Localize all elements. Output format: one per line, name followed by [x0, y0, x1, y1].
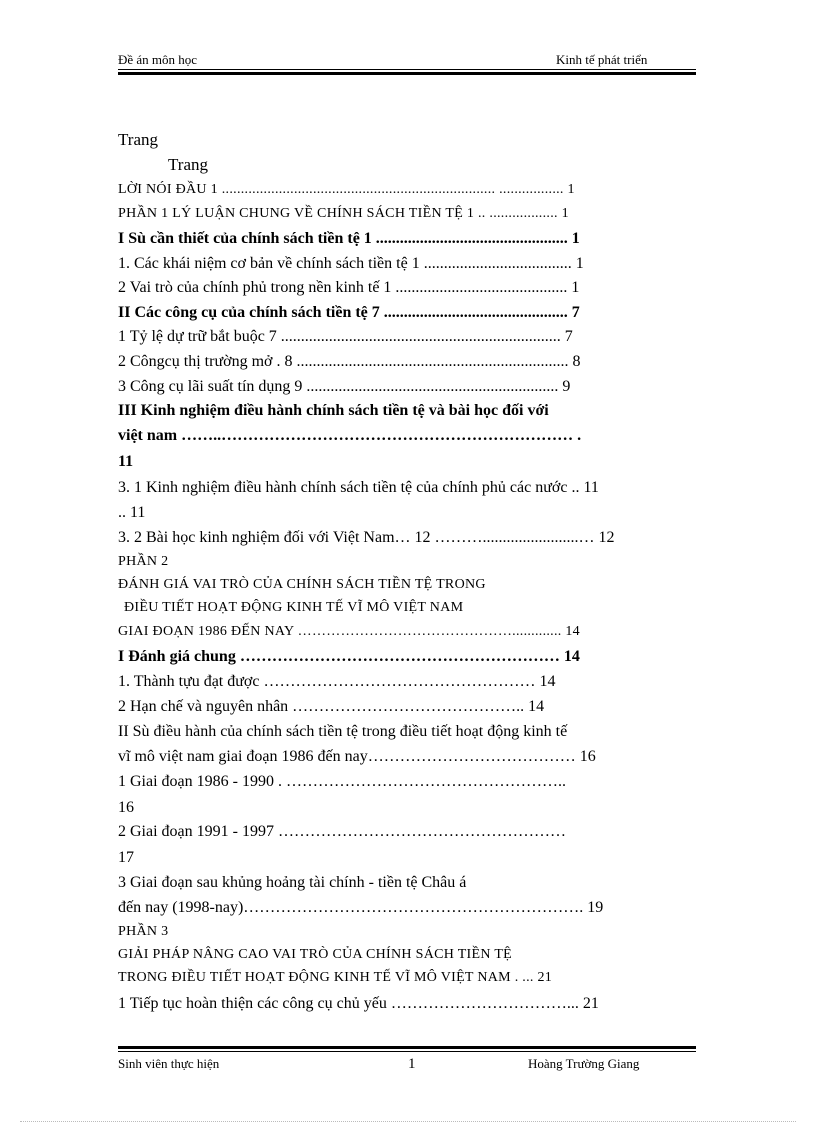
toc-entry: 2 Vai trò của chính phủ trong nền kinh tế 1 ........................................... 1 — [118, 279, 580, 296]
toc-entry: 2 Hạn chế và nguyên nhân …………………………………….. 14 — [118, 698, 545, 715]
toc-entry: 17 — [118, 849, 134, 866]
toc-entry: ĐÁNH GIÁ VAI TRÒ CỦA CHÍNH SÁCH TIỀN TỆ TRONG — [118, 577, 486, 592]
toc-heading-secondary: Trang — [168, 155, 208, 174]
footer-left: Sinh viên thực hiện — [118, 1056, 220, 1071]
toc-entry: vĩ mô việt nam giai đoạn 1986 đến nay………………………………… 16 — [118, 748, 596, 765]
toc-entry: 1 Tỷ lệ dự trữ bắt buộc 7 ...................................................................... 7 — [118, 328, 573, 345]
toc-entry: 3 Công cụ lãi suất tín dụng 9 ............................................................... 9 — [118, 378, 571, 395]
toc-entry: việt nam ……..………………………………………………………… . — [118, 427, 582, 444]
toc-entry: 3 Giai đoạn sau khủng hoảng tài chính - tiền tệ Châu á — [118, 874, 467, 891]
toc-entry: TRONG ĐIỀU TIẾT HOẠT ĐỘNG KINH TẾ VĨ MÔ VIỆT NAM . ... 21 — [118, 970, 553, 985]
toc-entry: 1. Các khái niệm cơ bản về chính sách tiền tệ 1 ..................................... 1 — [118, 255, 584, 272]
header-left: Đề án môn học — [118, 52, 198, 67]
toc-entry: ĐIỀU TIẾT HOẠT ĐỘNG KINH TẾ VĨ MÔ VIỆT NAM — [124, 600, 464, 615]
footer-right: Hoàng Trường Giang — [528, 1056, 640, 1071]
toc-entry: 16 — [118, 799, 134, 816]
header-rule-thick — [118, 72, 696, 75]
toc-entry: I Đánh giá chung …………………………………………………… 14 — [118, 648, 580, 665]
header-right: Kinh tế phát triển — [556, 52, 648, 67]
toc-entry: 1 Giai đoạn 1986 - 1990 . …………………………………………….. — [118, 773, 566, 790]
toc-entry: 3. 1 Kinh nghiệm điều hành chính sách tiền tệ của chính phủ các nước .. 11 — [118, 479, 599, 496]
header-rule-thin — [118, 69, 696, 70]
toc-entry: PHẦN 2 — [118, 554, 169, 569]
toc-entry: 1 Tiếp tục hoàn thiện các công cụ chủ yếu ……………………………... 21 — [118, 995, 599, 1012]
toc-entry: 2 Giai đoạn 1991 - 1997 ……………………………………………… — [118, 823, 566, 840]
toc-entry: đến nay (1998-nay)………………………………………………………. 19 — [118, 899, 604, 916]
toc-entry: PHẦN 3 — [118, 924, 169, 939]
toc-entry: II Các công cụ của chính sách tiền tệ 7 .............................................. 7 — [118, 304, 580, 321]
toc-entry: GIAI ĐOẠN 1986 ĐẾN NAY ………………………………………............. 14 — [118, 624, 580, 639]
toc-entry: I Sù cần thiết của chính sách tiền tệ 1 ................................................ 1 — [118, 230, 580, 247]
toc-entry: 3. 2 Bài học kinh nghiệm đối với Việt Nam… 12 ………........................… 12 — [118, 529, 615, 546]
footer-rule-thin — [118, 1051, 696, 1052]
toc-heading: Trang — [118, 130, 158, 149]
toc-entry: .. 11 — [118, 504, 146, 521]
toc-entry: 2 Côngcụ thị trường mở . 8 .................................................................... 8 — [118, 353, 581, 370]
page-edge-divider — [20, 1121, 796, 1122]
toc-entry: LỜI NÓI ĐẦU 1 ........................................................................ ................. 1 — [118, 182, 575, 197]
toc-entry: II Sù điều hành của chính sách tiền tệ trong điều tiết hoạt động kinh tế — [118, 723, 568, 740]
toc-entry: 11 — [118, 453, 134, 470]
toc-entry: 1. Thành tựu đạt được …………………………………………… 14 — [118, 673, 556, 690]
toc-entry: GIẢI PHÁP NÂNG CAO VAI TRÒ CỦA CHÍNH SÁCH TIỀN TỆ — [118, 947, 513, 962]
toc-entry: III Kinh nghiệm điều hành chính sách tiền tệ và bài học đối với — [118, 402, 549, 419]
toc-entry: PHẦN 1 LÝ LUẬN CHUNG VỀ CHÍNH SÁCH TIỀN TỆ 1 .. .................. 1 — [118, 206, 569, 221]
page-number: 1 — [408, 1056, 416, 1072]
footer-rule-thick — [118, 1046, 696, 1049]
